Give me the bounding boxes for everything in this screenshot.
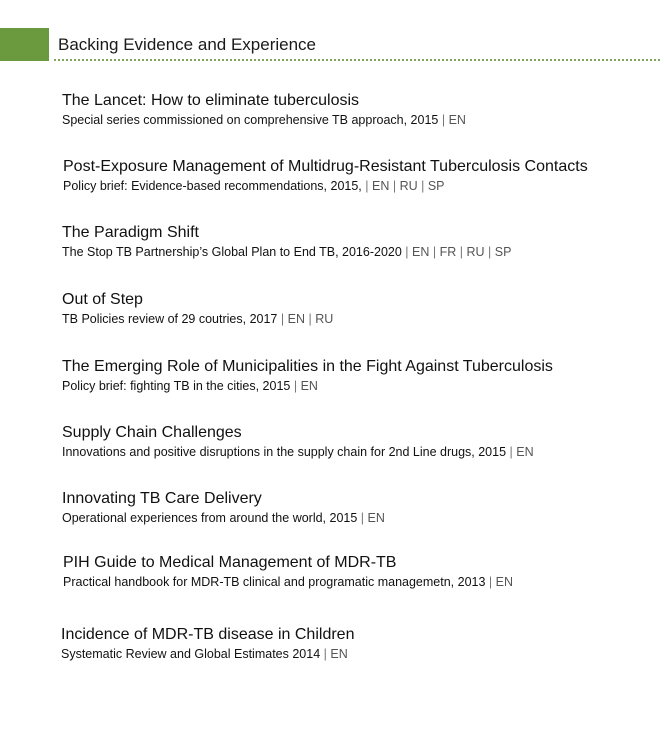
resource-subtitle-line [63,177,588,195]
language-link-en[interactable]: EN [287,312,305,326]
resource-title: PIH Guide to Medical Management of MDR-TB [63,554,397,571]
resource-subtitle-line [62,111,466,129]
resource-title: The Paradigm Shift [62,224,199,241]
language-separator: | [405,245,413,259]
resource-description: Operational experiences from around the world, 2015 [62,511,358,525]
language-separator: | [304,312,316,326]
resource-subtitle-line [63,573,513,591]
language-links [405,245,511,259]
language-separator: | [509,445,517,459]
resource-entry [63,157,588,195]
resource-title: The Emerging Role of Municipalities in the Fight Against Tuberculosis [62,358,553,375]
language-links [510,445,534,459]
language-link-en[interactable]: EN [367,511,385,525]
resource-description: The Stop TB Partnership’s Global Plan to End TB, 2016-2020 [62,245,402,259]
language-link-ru[interactable]: RU [466,245,485,259]
resource-entry [61,625,354,663]
language-link-en[interactable]: EN [448,113,466,127]
resource-title: Innovating TB Care Delivery [62,490,262,507]
resource-title: Supply Chain Challenges [62,424,242,441]
language-separator: | [389,179,400,193]
language-links [281,312,333,326]
language-separator: | [484,245,495,259]
language-link-en[interactable]: EN [495,575,514,589]
language-separator: | [293,379,301,393]
resource-title: The Lancet: How to eliminate tuberculosis [62,92,360,109]
resource-description: Policy brief: fighting TB in the cities, 2015 [62,379,291,393]
resource-subtitle-line [62,243,511,261]
language-links [442,113,466,127]
resource-description: TB Policies review of 29 coutries, 2017 [62,312,278,326]
resource-description: Innovations and positive disruptions in the supply chain for 2nd Line drugs, 2015 [62,445,507,459]
section-title: Backing Evidence and Experience [58,35,316,54]
language-link-sp[interactable]: SP [494,245,512,259]
language-link-en[interactable]: EN [300,379,318,393]
resource-subtitle-line [62,310,333,328]
resource-entry [62,357,553,395]
resource-subtitle-line [61,645,354,663]
resource-entry [62,489,385,527]
language-separator: | [417,179,428,193]
resource-description: Systematic Review and Global Estimates 2014 [61,647,321,661]
resource-entry [63,553,513,591]
language-separator: | [456,245,467,259]
resource-subtitle-line [62,509,385,527]
language-link-fr[interactable]: FR [439,245,457,259]
resource-title: Out of Step [62,291,143,308]
language-links [361,511,385,525]
language-separator: | [360,511,368,525]
resource-description: Policy brief: Evidence-based recommendations, 2015, [63,179,362,193]
resource-entry [62,91,466,129]
resource-entry [62,290,333,328]
section-accent-block [0,28,49,61]
resource-entry [62,423,534,461]
dotted-divider [54,59,660,61]
resource-subtitle-line [62,443,534,461]
language-links [365,179,444,193]
language-link-ru[interactable]: RU [399,179,418,193]
language-separator: | [323,647,331,661]
language-link-en[interactable]: EN [412,245,430,259]
language-link-en[interactable]: EN [372,179,390,193]
language-link-en[interactable]: EN [516,445,534,459]
language-links [294,379,318,393]
language-links [489,575,513,589]
resource-title: Post-Exposure Management of Multidrug-Resistant Tuberculosis Contacts [63,158,588,175]
language-separator: | [280,312,288,326]
resource-title: Incidence of MDR-TB disease in Children [61,626,355,643]
language-separator: | [365,179,372,193]
language-links [324,647,348,661]
language-separator: | [488,575,496,589]
resource-description: Practical handbook for MDR-TB clinical and programatic managemetn, 2013 [63,575,486,589]
language-separator: | [429,245,440,259]
resource-entry [62,223,511,261]
resource-subtitle-line [62,377,553,395]
language-link-en[interactable]: EN [330,647,348,661]
language-separator: | [441,113,449,127]
language-link-sp[interactable]: SP [427,179,445,193]
language-link-ru[interactable]: RU [315,312,334,326]
resource-description: Special series commissioned on comprehensive TB approach, 2015 [62,113,439,127]
section-header [0,28,664,62]
